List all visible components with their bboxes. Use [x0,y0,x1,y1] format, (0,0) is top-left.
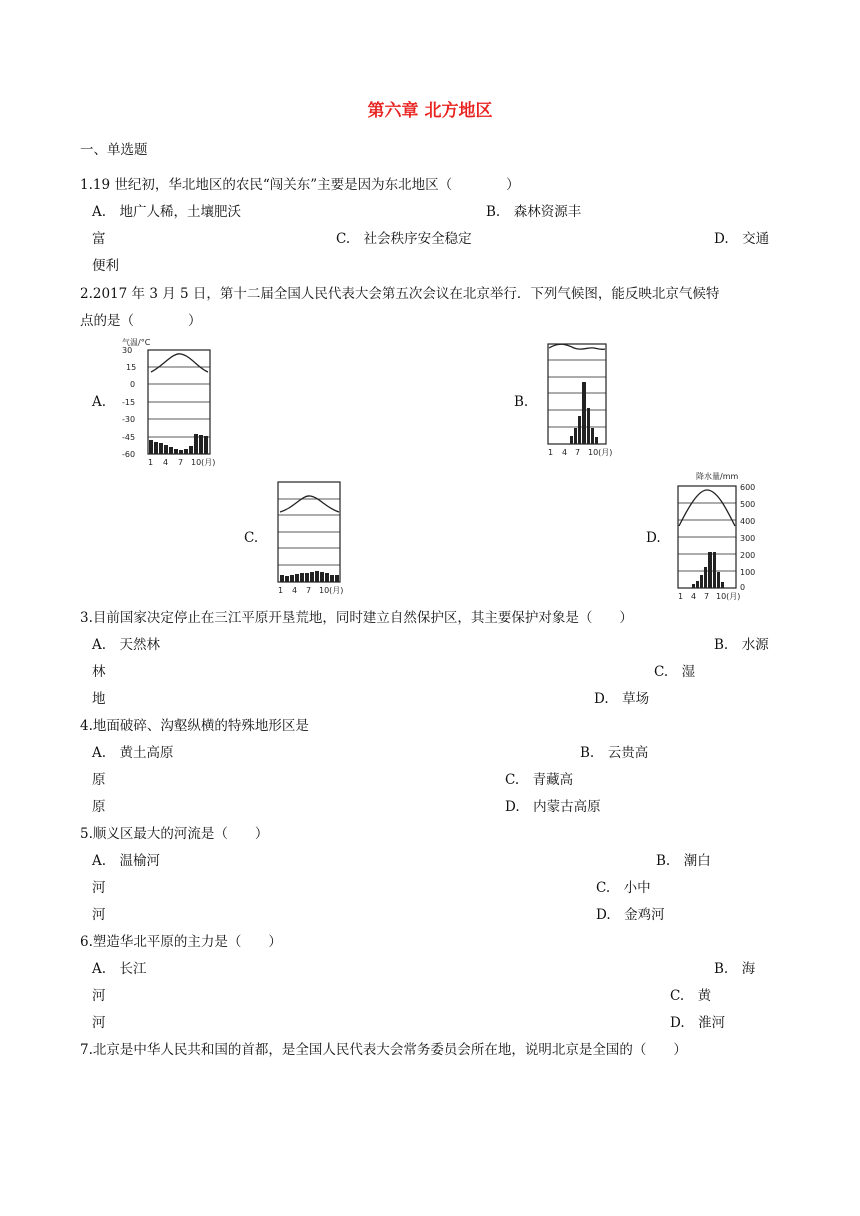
chart-b-month: 4 [562,448,568,457]
climate-chart-b [544,338,636,460]
q6-option-c-wrap: 河 [92,1015,106,1031]
climate-chart-a [118,336,230,468]
chart-a-tick: -30 [122,415,136,424]
chart-d-tick: 300 [740,534,756,543]
q2-option-b[interactable]: B. [514,394,529,410]
q4-option-b-wrap: 原 [92,772,106,788]
chart-d-tick: 100 [740,568,756,577]
chart-d-month: 10(月) [716,592,741,601]
q3-option-c[interactable]: C. 湿 [654,664,696,680]
chart-c-month: 4 [292,586,298,595]
chart-d-temperature-curve [679,490,735,526]
q6-option-d[interactable]: D. 淮河 [670,1015,726,1031]
q6-option-c[interactable]: C. 黄 [670,988,712,1004]
q5-option-c-wrap: 河 [92,907,106,923]
chart-c-month: 7 [306,586,312,595]
section-heading: 一、单选题 [80,142,148,158]
chart-a-tick: -60 [122,450,136,459]
q5-option-b[interactable]: B. 潮白 [656,853,711,869]
q4-option-c[interactable]: C. 青藏高 [505,772,574,788]
q5-option-b-wrap: 河 [92,880,106,896]
q4-option-b[interactable]: B. 云贵高 [580,745,649,761]
q1-option-d[interactable]: D. 交通 [714,231,770,247]
chart-b-month: 10(月) [588,448,613,457]
q6-stem: 6.塑造华北平原的主力是（ ） [80,934,282,950]
q3-option-c-wrap: 地 [92,691,106,707]
q1-stem: 1.19 世纪初，华北地区的农民“闯关东”主要是因为东北地区（ ） [80,177,520,193]
chart-d-tick: 0 [740,583,746,592]
q1-option-b-wrap: 富 [92,231,106,247]
chart-a-month: 10(月) [191,458,216,467]
q5-option-d[interactable]: D. 金鸡河 [596,907,665,923]
q3-option-b-wrap: 林 [92,664,106,680]
chart-d-tick: 600 [740,483,756,492]
q1-option-c[interactable]: C. 社会秩序安全稳定 [336,231,472,247]
chart-d-month: 4 [691,592,697,601]
q4-option-d[interactable]: D. 内蒙古高原 [505,799,601,815]
chart-b-temperature-curve [549,344,605,349]
chart-a-month: 4 [163,458,169,467]
chart-a-tick: -45 [122,433,136,442]
chart-c-temperature-curve [280,496,339,512]
chart-a-tick: -15 [122,398,136,407]
chart-b-month: 1 [548,448,554,457]
q5-option-a[interactable]: A. 温榆河 [92,853,161,869]
q2-option-c[interactable]: C. [244,530,259,546]
q2-stem-line1: 2.2017 年 3 月 5 日，第十二届全国人民代表大会第五次会议在北京举行．下列气候图，能反映北京气候特 [80,286,720,302]
chart-a-tick: 15 [126,363,137,372]
q3-option-b[interactable]: B. 水源 [714,637,769,653]
q3-option-a[interactable]: A. 天然林 [92,637,161,653]
q4-stem: 4.地面破碎、沟壑纵横的特殊地形区是 [80,718,309,734]
q1-option-a[interactable]: A. 地广人稀，土壤肥沃 [92,204,242,220]
q3-stem: 3.目前国家决定停止在三江平原开垦荒地，同时建立自然保护区，其主要保护对象是（ ） [80,610,633,626]
q2-option-a[interactable]: A. [92,394,107,410]
q3-option-d[interactable]: D. 草场 [594,691,650,707]
chart-d-tick: 400 [740,517,756,526]
q1-option-b[interactable]: B. 森林资源丰 [486,204,582,220]
chart-b-month: 7 [575,448,581,457]
climate-chart-c [274,478,356,598]
chart-c-frame [278,482,340,582]
chart-d-tick: 500 [740,500,756,509]
q6-option-b[interactable]: B. 海 [714,961,756,977]
q2-option-d[interactable]: D. [646,530,661,546]
chart-a-tick: 0 [130,380,136,389]
q2-stem-line2: 点的是（ ） [80,313,202,329]
q4-option-a[interactable]: A. 黄土高原 [92,745,174,761]
chart-d-month: 1 [678,592,684,601]
chart-c-month: 10(月) [319,586,344,595]
chart-d-precipitation-bars [692,552,724,588]
chart-c-month: 1 [278,586,284,595]
chart-a-ylabel: 气温/°C [122,338,151,347]
q7-stem: 7.北京是中华人民共和国的首都，是全国人民代表大会常务委员会所在地，说明北京是全国的（ ） [80,1042,687,1058]
chart-d-tick: 200 [740,551,756,560]
chart-a-month: 1 [148,458,154,467]
q6-option-b-wrap: 河 [92,988,106,1004]
chart-b-precipitation-bars [570,382,598,444]
chart-a-temperature-curve [151,354,208,372]
q4-option-c-wrap: 原 [92,799,106,815]
q1-option-d-wrap: 便利 [92,258,119,274]
q6-option-a[interactable]: A. 长江 [92,961,147,977]
chart-a-tick: 30 [122,346,133,355]
chart-d-ylabel: 降水量/mm [696,472,739,481]
chart-c-precipitation-bars [280,571,339,582]
chart-d-month: 7 [704,592,710,601]
page-title: 第六章 北方地区 [367,101,493,121]
q5-stem: 5.顺义区最大的河流是（ ） [80,826,269,842]
q5-option-c[interactable]: C. 小中 [596,880,651,896]
chart-a-month: 7 [178,458,184,467]
climate-chart-d [674,468,778,604]
